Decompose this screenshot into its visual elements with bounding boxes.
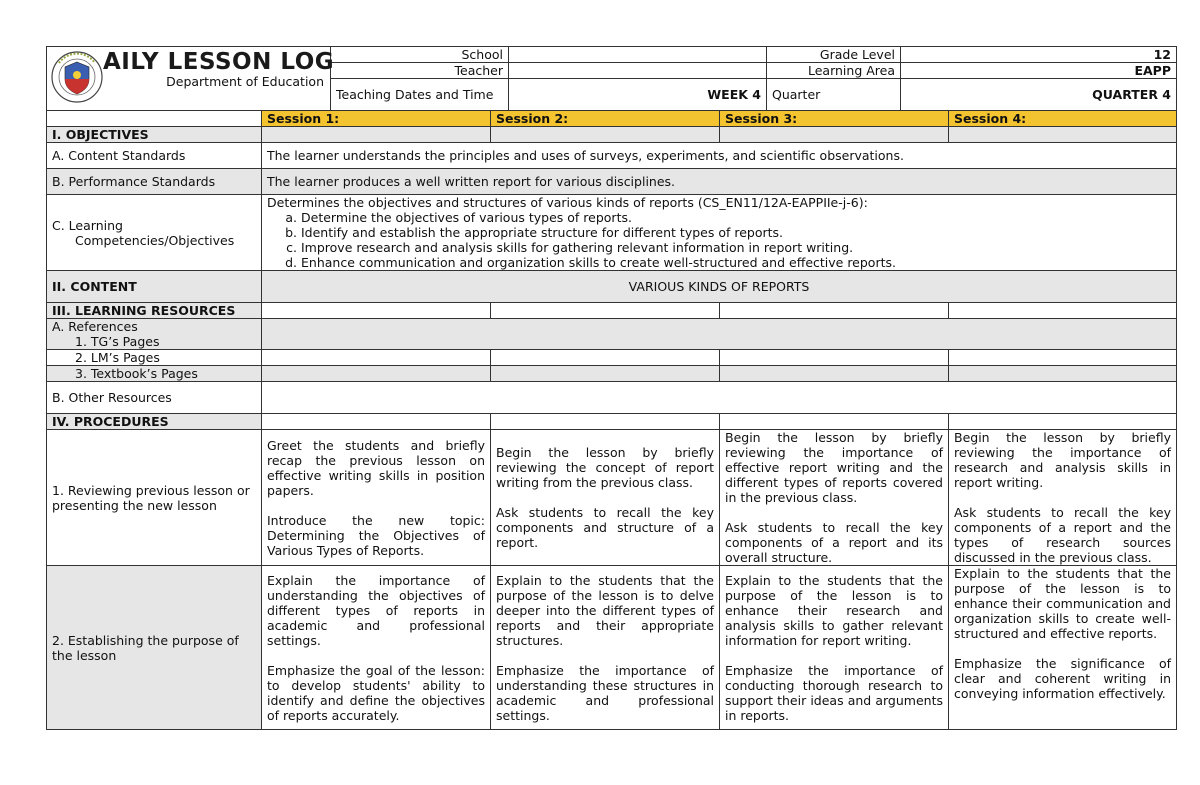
learning-area-value: EAPP [901, 63, 1177, 79]
competencies-cell [262, 195, 1177, 271]
other-resources-label: B. Other Resources [47, 382, 262, 414]
purpose-label: 2. Establishing the purpose of the lesson [47, 566, 262, 730]
objectives-cell [491, 127, 720, 143]
resources-heading: III. LEARNING RESOURCES [47, 303, 262, 319]
review-paragraph: Begin the lesson by briefly reviewing the importance of research and analysis skills in report writing. [954, 430, 1171, 490]
purpose-paragraph: Explain the importance of understanding the objectives of different types of reports in academic and professional settings. [267, 572, 485, 648]
review-paragraph: Introduce the new topic: Determining the Objectives of Various Types of Reports. [267, 512, 485, 558]
lm-cell [262, 350, 491, 366]
review-session-1 [262, 430, 491, 566]
grade-level-value: 12 [901, 47, 1177, 63]
school-label: School [331, 47, 509, 63]
other-resources-value [262, 382, 1177, 414]
purpose-session-3 [720, 566, 949, 730]
objectives-cell [720, 127, 949, 143]
objectives-cell [949, 127, 1177, 143]
grade-level-label: Grade Level [767, 47, 901, 63]
purpose-paragraph: Explain to the students that the purpose of the lesson is to enhance their research and analysis skills to gather relevant information for report writing. [725, 572, 943, 648]
competency-item: d. Enhance communication and organization skills to create well-structured and effective reports. [301, 255, 1171, 270]
quarter-label: Quarter [767, 79, 901, 111]
textbook-cell [720, 366, 949, 382]
deped-seal-icon [51, 49, 103, 105]
purpose-paragraph: Emphasize the importance of conducting thorough research to support their ideas and arguments in reports. [725, 662, 943, 723]
lm-cell [720, 350, 949, 366]
competencies-label-line: Competencies/Objectives [75, 232, 235, 248]
purpose-paragraph: Emphasize the importance of understanding these structures in academic and professional settings. [496, 662, 714, 723]
session-2-header: Session 2: [491, 111, 720, 127]
lm-cell [491, 350, 720, 366]
session-3-header: Session 3: [720, 111, 949, 127]
review-session-3 [720, 430, 949, 566]
competency-item: a. Determine the objectives of various types of reports. [301, 210, 1171, 225]
review-paragraph: Begin the lesson by briefly reviewing the concept of report writing from the previous class. [496, 445, 714, 490]
textbook-cell [949, 366, 1177, 382]
session-corner [47, 111, 262, 127]
review-paragraph: Ask students to recall the key components and structure of a report. [496, 505, 714, 550]
objectives-heading: I. OBJECTIVES [47, 127, 262, 143]
tg-pages-label: 1. TG’s Pages [75, 334, 160, 349]
references-text: A. References [52, 319, 138, 334]
teacher-label: Teacher [331, 63, 509, 79]
references-label [47, 319, 262, 350]
references-value [262, 319, 1177, 350]
competency-item: c. Improve research and analysis skills for gathering relevant information in report writing. [301, 240, 1171, 255]
review-session-4 [949, 430, 1177, 566]
competencies-list [267, 210, 1171, 270]
review-session-2 [491, 430, 720, 566]
purpose-paragraph: Explain to the students that the purpose of the lesson is to enhance their communication and organization skills to create well-structured and effective reports. [954, 566, 1171, 641]
competencies-intro: Determines the objectives and structures of various kinds of reports (CS_EN11/12A-EAPPIIe-j-6): [267, 195, 868, 210]
quarter-value: QUARTER 4 [901, 79, 1177, 111]
lesson-log-page [46, 46, 1176, 730]
textbook-pages-label: 3. Textbook’s Pages [47, 366, 262, 382]
resources-cell [262, 303, 491, 319]
school-value [509, 47, 767, 63]
textbook-cell [491, 366, 720, 382]
learning-area-label: Learning Area [767, 63, 901, 79]
procedures-cell [949, 414, 1177, 430]
procedures-cell [491, 414, 720, 430]
purpose-session-2 [491, 566, 720, 730]
review-paragraph: Ask students to recall the key components of a report and the types of research sources discussed in the previous class. [954, 505, 1171, 565]
performance-standards-label: B. Performance Standards [47, 169, 262, 195]
procedures-heading: IV. PROCEDURES [47, 414, 262, 430]
teacher-value [509, 63, 767, 79]
purpose-session-1 [262, 566, 491, 730]
purpose-session-4 [949, 566, 1177, 730]
resources-cell [720, 303, 949, 319]
objectives-cell [262, 127, 491, 143]
competency-item: b. Identify and establish the appropriate structure for different types of reports. [301, 225, 1171, 240]
dates-value: WEEK 4 [509, 79, 767, 111]
session-1-header: Session 1: [262, 111, 491, 127]
header-table [46, 46, 1177, 111]
purpose-paragraph: Emphasize the significance of clear and coherent writing in conveying information effectively. [954, 656, 1171, 701]
content-standards-label: A. Content Standards [47, 143, 262, 169]
review-paragraph: Ask students to recall the key components of a report and its overall structure. [725, 520, 943, 565]
resources-cell [491, 303, 720, 319]
session-4-header: Session 4: [949, 111, 1177, 127]
dates-label: Teaching Dates and Time [331, 79, 509, 111]
purpose-paragraph: Explain to the students that the purpose of the lesson is to delve deeper into the different types of reports and their appropriate structures. [496, 572, 714, 648]
review-paragraph: Greet the students and briefly recap the previous lesson on effective writing skills in position papers. [267, 437, 485, 498]
resources-cell [949, 303, 1177, 319]
purpose-paragraph: Emphasize the goal of the lesson: to develop students' ability to identify and define the objectives of reports accurately. [267, 662, 485, 723]
competencies-label [47, 195, 262, 271]
lm-cell [949, 350, 1177, 366]
competencies-label-line: C. Learning [52, 217, 123, 233]
lm-pages-label: 2. LM’s Pages [47, 350, 262, 366]
content-heading: II. CONTENT [47, 271, 262, 303]
review-paragraph: Begin the lesson by briefly reviewing the importance of effective report writing and the different types of reports covered in the previous class. [725, 430, 943, 505]
procedures-cell [720, 414, 949, 430]
main-table [46, 110, 1177, 730]
textbook-cell [262, 366, 491, 382]
department-name: Department of Education [166, 74, 324, 89]
document-title: AILY LESSON LOG [103, 49, 335, 75]
procedures-cell [262, 414, 491, 430]
content-text: VARIOUS KINDS OF REPORTS [262, 271, 1177, 303]
review-label: 1. Reviewing previous lesson or presenting the new lesson [47, 430, 262, 566]
performance-standards-text: The learner produces a well written report for various disciplines. [262, 169, 1177, 195]
logo-title-cell [47, 47, 335, 111]
content-standards-text: The learner understands the principles and uses of surveys, experiments, and scientific observations. [262, 143, 1177, 169]
